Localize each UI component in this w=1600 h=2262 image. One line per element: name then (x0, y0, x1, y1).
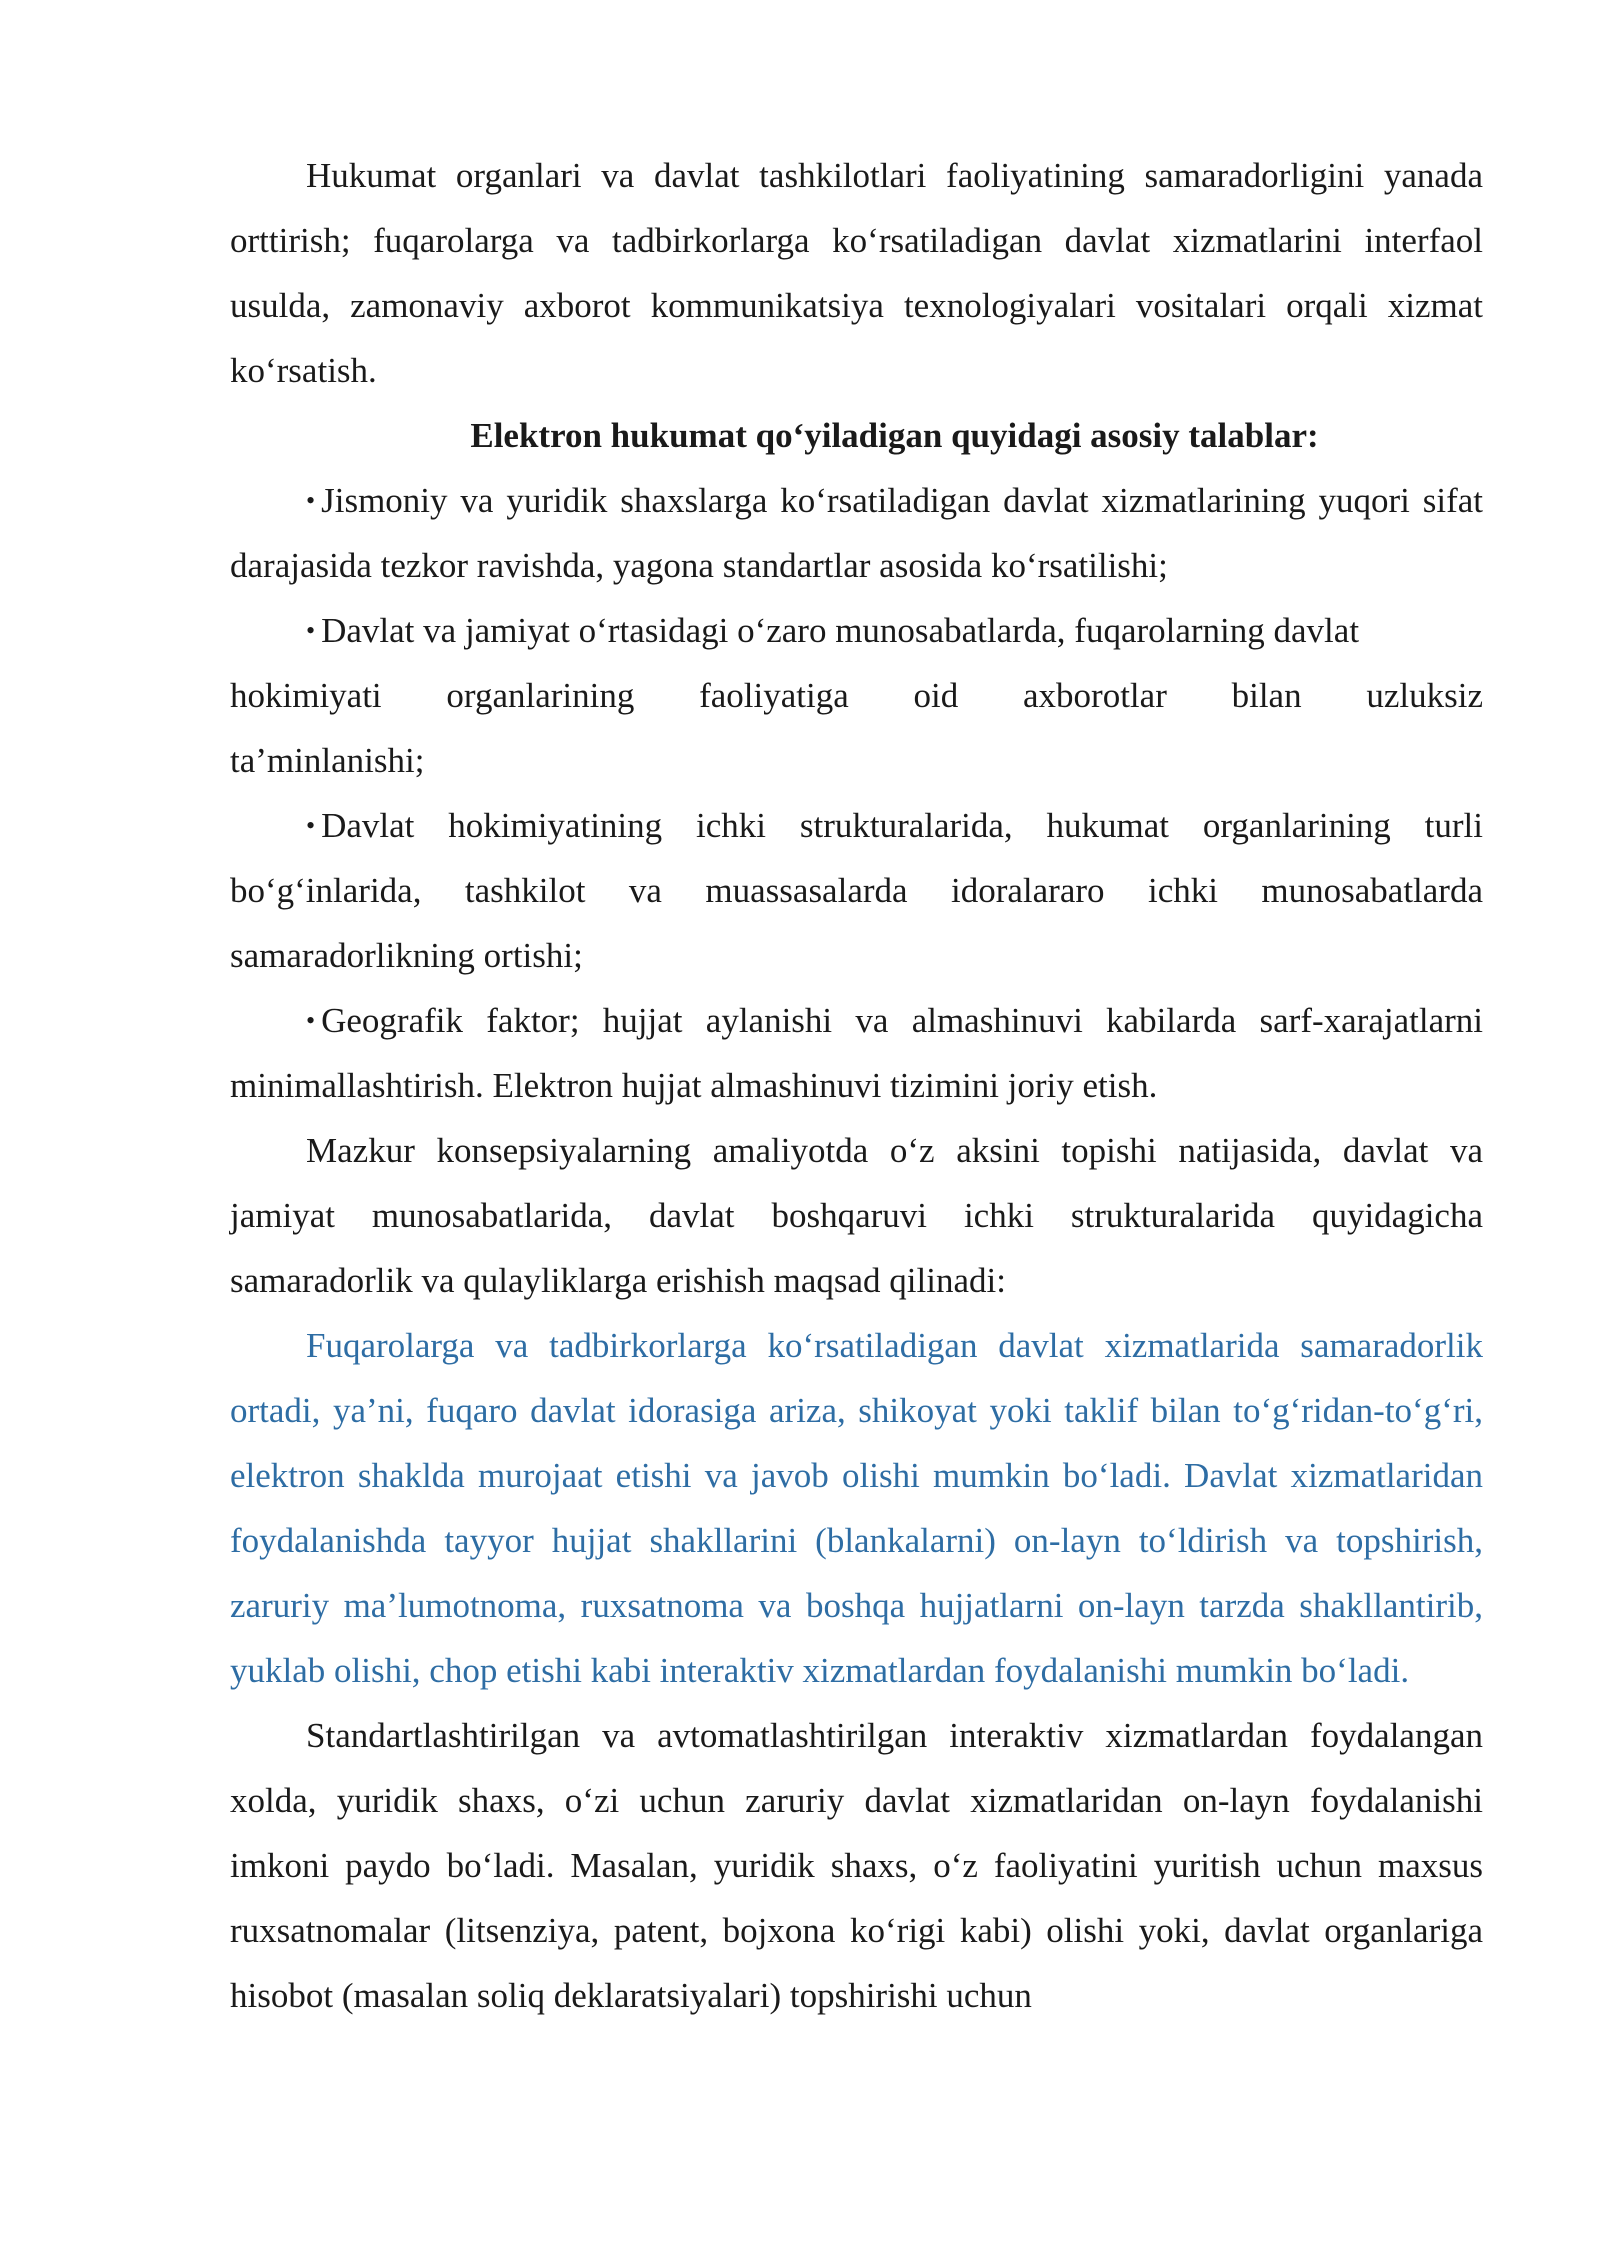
bullet-icon: • (306, 616, 316, 645)
bullet-item-4 (230, 988, 1483, 1118)
bullet-icon: • (306, 811, 316, 840)
bullet-item-1 (230, 468, 1483, 598)
paragraph-highlighted: Fuqarolarga va tadbirkorlarga ko‘rsatiladigan davlat xizmatlarida samaradorlik ortadi, ya’ni, fuqaro davlat idorasiga ariza, shikoyat yoki taklif bilan to‘g‘ridan-to‘g‘ri, elektron shaklda murojaat etishi va javob olishi mumkin bo‘ladi. Davlat xizmatlaridan foydalanishda tayyor hujjat shakllarini (blankalarni) on-layn to‘ldirish va topshirish, zaruriy ma’lumotnoma, ruxsatnoma va boshqa hujjatlarni on-layn tarzda shakllantirib, yuklab olishi, chop etishi kabi interaktiv xizmatlardan foydalanishi mumkin bo‘ladi. (230, 1326, 1483, 1690)
paragraph-standardized: Standartlashtirilgan va avtomatlashtirilgan interaktiv xizmatlardan foydalangan xolda, yuridik shaxs, o‘zi uchun zaruriy davlat xizmatlaridan on-layn foydalanishi imkoni paydo bo‘ladi. Masalan, yuridik shaxs, o‘z faoliyatini yuritish uchun maxsus ruxsatnomalar (litsenziya, patent, bojxona ko‘rigi kabi) olishi yoki, davlat organlariga hisobot (masalan soliq deklaratsiyalari) topshirishi uchun (230, 1716, 1483, 2015)
bullet-icon: • (306, 486, 316, 515)
bullet-icon: • (306, 1006, 316, 1035)
bullet-item-4-text: Geografik faktor; hujjat aylanishi va almashinuvi kabilarda sarf-xarajatlarni minimallashtirish. Elektron hujjat almashinuvi tizimini joriy etish. (230, 1001, 1483, 1105)
bullet-item-2-line-3: ta’minlanishi; (230, 741, 425, 780)
bullet-item-2 (230, 598, 1483, 793)
paragraph-intro: Hukumat organlari va davlat tashkilotlari faoliyatining samaradorligini yanada orttirish; fuqarolarga va tadbirkorlarga ko‘rsatiladigan davlat xizmatlarini interfaol usulda, zamonaviy axborot kommunikatsiya texnologiyalari vositalari orqali xizmat ko‘rsatish. (230, 156, 1483, 390)
paragraph-concepts: Mazkur konsepsiyalarning amaliyotda o‘z aksini topishi natijasida, davlat va jamiyat munosabatlarida, davlat boshqaruvi ichki strukturalarida quyidagicha samaradorlik va qulayliklarga erishish maqsad qilinadi: (230, 1131, 1483, 1300)
bullet-item-3-text: Davlat hokimiyatining ichki strukturalarida, hukumat organlarining turli bo‘g‘inlarida, tashkilot va muassasalarda idoralararo ichki munosabatlarda samaradorlikning ortishi; (230, 806, 1483, 975)
bullet-item-2-line-2: hokimiyati organlarining faoliyatiga oid axborotlar bilan uzluksiz (230, 676, 1483, 715)
bullet-item-2-text-1: Davlat va jamiyat o‘rtasidagi o‘zaro munosabatlarda, fuqarolarning davlat (321, 611, 1360, 650)
bullet-item-2-line-1 (230, 598, 1483, 663)
document-page (230, 143, 1483, 2028)
bullet-item-3 (230, 793, 1483, 988)
section-heading: Elektron hukumat qo‘yiladigan quyidagi asosiy talablar: (470, 416, 1319, 455)
bullet-item-1-text: Jismoniy va yuridik shaxslarga ko‘rsatiladigan davlat xizmatlarining yuqori sifat darajasida tezkor ravishda, yagona standartlar asosida ko‘rsatilishi; (230, 481, 1483, 585)
